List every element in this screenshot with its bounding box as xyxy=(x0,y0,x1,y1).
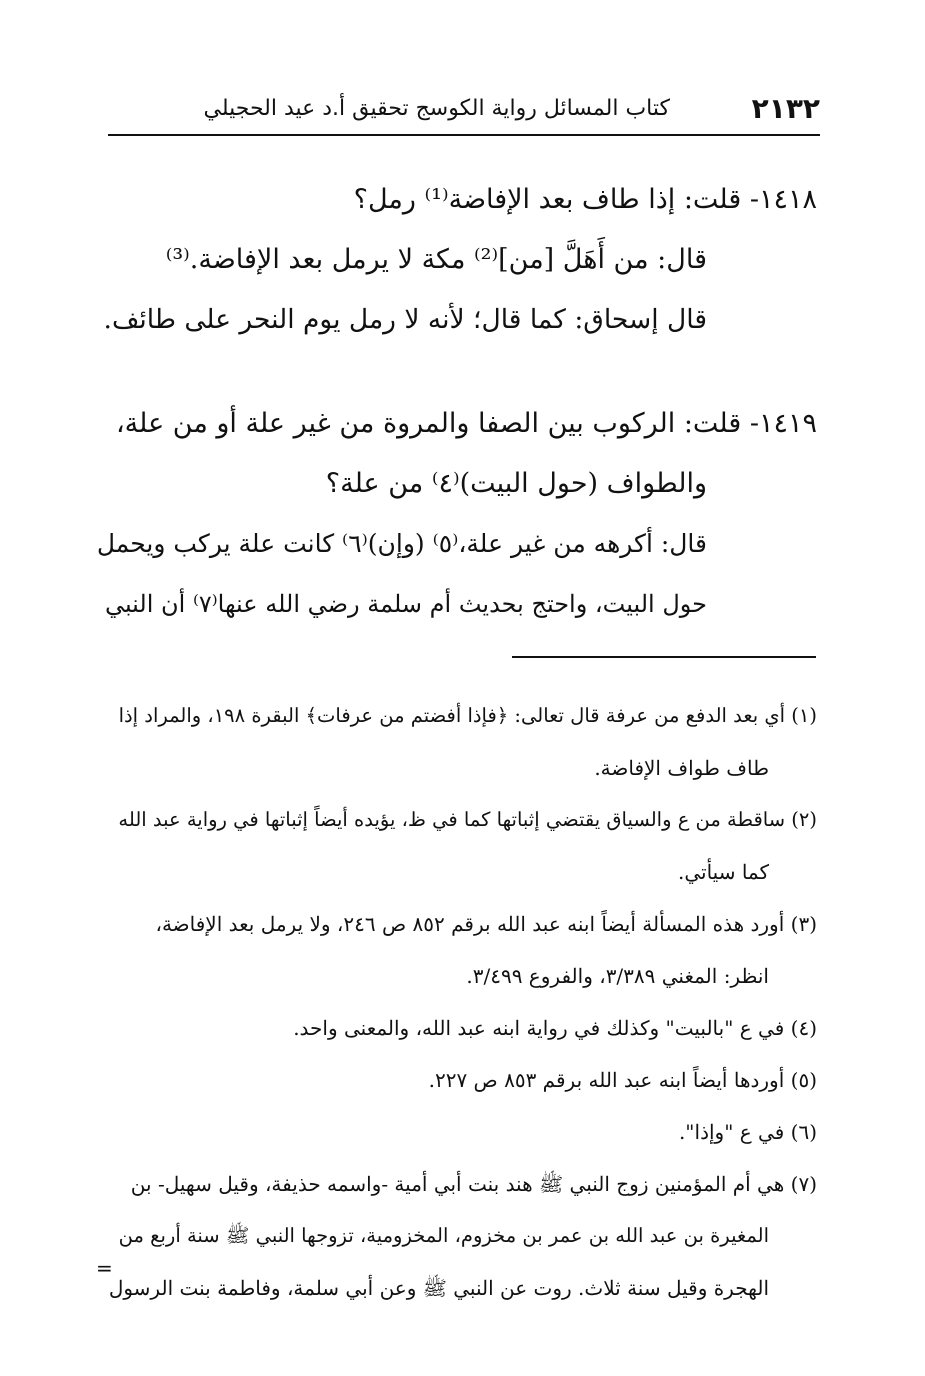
entry-1419 xyxy=(97,394,817,634)
footnote-line: طاف طواف الإفاضة. xyxy=(594,756,769,780)
footnote-line: (٥) أوردها أيضاً ابنه عبد الله برقم ٨٥٣ ص ٢٢٧. xyxy=(428,1068,817,1092)
footnote-line: انظر: المغني ٣/٣٨٩، والفروع ٣/٤٩٩. xyxy=(466,964,769,988)
entry-line: قال: أكرهه من غير علة،⁽٥⁾ (وإن)⁽٦⁾ كانت علة يركب ويحمل xyxy=(96,529,707,558)
page-number: ٢١٣٢ xyxy=(751,92,820,125)
footnote-line: كما سيأتي. xyxy=(677,860,769,884)
footnotes xyxy=(105,690,817,1314)
entry-1418 xyxy=(97,170,817,350)
entry-line: حول البيت، واحتج بحديث أم سلمة رضي الله عنها⁽٧⁾ أن النبي xyxy=(104,590,707,618)
continuation-mark: = xyxy=(96,1256,113,1280)
entry-line: قال: من أَهَلَّ [من]⁽²⁾ مكة لا يرمل بعد الإفاضة.⁽³⁾ xyxy=(165,244,707,275)
footnote-line: (٦) في ع "وإذا". xyxy=(678,1120,817,1144)
entry-line: ١٤١٨- قلت: إذا طاف بعد الإفاضة⁽¹⁾ رمل؟ xyxy=(353,184,817,215)
entry-line: والطواف (حول البيت)⁽٤⁾ من علة؟ xyxy=(325,468,707,499)
running-title: كتاب المسائل رواية الكوسج تحقيق أ.د عيد الحجيلي xyxy=(203,96,670,121)
footnote-line: (٤) في ع "بالبيت" وكذلك في رواية ابنه عبد الله، والمعنى واحد. xyxy=(293,1016,817,1040)
entry-line: قال إسحاق: كما قال؛ لأنه لا رمل يوم النحر على طائف. xyxy=(103,304,707,335)
main-text xyxy=(97,170,817,678)
footnote-line: المغيرة بن عبد الله بن عمر بن مخزوم، المخزومية، تزوجها النبي ﷺ سنة أربع من xyxy=(118,1224,769,1247)
footnote-line: (٧) هي أم المؤمنين زوج النبي ﷺ هند بنت أبي أمية -واسمه حذيفة، وقيل سهيل- بن xyxy=(130,1172,817,1196)
footnote-line: (٣) أورد هذه المسألة أيضاً ابنه عبد الله برقم ٨٥٢ ص ٢٤٦، ولا يرمل بعد الإفاضة، xyxy=(155,912,817,936)
page-header xyxy=(108,86,820,136)
footnote-separator xyxy=(512,656,816,658)
footnote-line: (١) أي بعد الدفع من عرفة قال تعالى: ﴿فإذا أفضتم من عرفات﴾ البقرة ١٩٨، والمراد إذا xyxy=(118,704,817,727)
footnote-line: (٢) ساقطة من ع والسياق يقتضي إثباتها كما في ظ، يؤيده أيضاً إثباتها في رواية عبد الله xyxy=(118,808,817,831)
footnote-line: الهجرة وقيل سنة ثلاث. روت عن النبي ﷺ وعن أبي سلمة، وفاطمة بنت الرسول xyxy=(108,1276,769,1300)
entry-line: ١٤١٩- قلت: الركوب بين الصفا والمروة من غير علة أو من علة، xyxy=(115,408,817,439)
